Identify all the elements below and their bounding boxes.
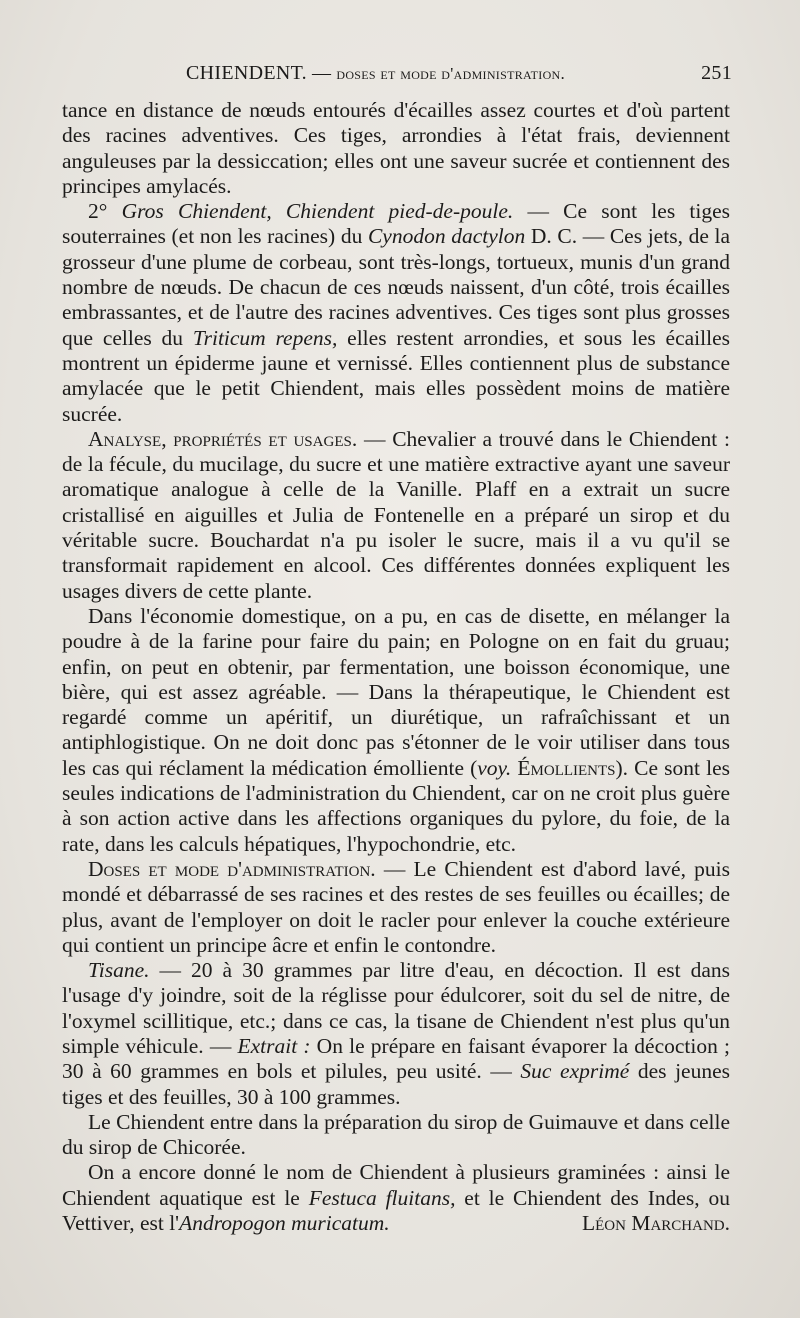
text-segment: Gros Chiendent, Chiendent pied-de-poule.: [121, 199, 514, 224]
page-number: 251: [701, 62, 732, 84]
text-segment: ). Ce sont les seules indications de l'administration du Chiendent, car on ne croit plus guère à son action active dans les affections organiques du pylore, du foie, de la rate, dans les calculs hépatiques, l'hypochondrie, etc.: [62, 755, 730, 856]
text-segment: tance en distance de nœuds entourés d'écailles assez courtes et d'où partent des racines adventives. Ces tiges, arrondies à l'état frais, deviennent anguleuses par la dessiccation; elles ont une saveur sucrée et contiennent des principes amylacés.: [62, 98, 730, 198]
text-segment: — Le Chiendent est d'abord lavé, puis mondé et débarrassé de ses racines et des restes de ses feuilles ou écailles; de plus, avant de l'employer on doit le racler pour enlever la couche extérieure qui contient un principe âcre et enfin le contondre.: [62, 856, 730, 957]
text-segment: Andropogon muricatum.: [179, 1211, 390, 1236]
text-segment: Festuca fluitans,: [308, 1185, 456, 1210]
text-segment: voy.: [477, 755, 512, 780]
body-text: [62, 98, 730, 1236]
text-segment: On a encore donné le nom de Chiendent à plusieurs graminées : ainsi le Chiendent aquatique est le: [62, 1160, 730, 1210]
text-segment: Doses et mode d'administration.: [88, 856, 376, 881]
paragraph-6: [62, 958, 730, 1110]
text-segment: Dans l'économie domestique, on a pu, en cas de disette, en mélanger la poudre à de la farine pour faire du pain; en Pologne on en fait du gruau; enfin, on peut en obtenir, par fermentation, une boisson économique, une bière, qui est assez agréable. — Dans la thérapeutique, le Chiendent est regardé comme un apéritif, un diurétique, un rafraîchissant et un antiphlogistique. On ne doit donc pas s'étonner de le voir utiliser dans tous les cas qui réclament la médication émolliente (: [62, 603, 730, 780]
text-segment: Tisane.: [88, 958, 150, 983]
text-segment: Triticum repens,: [192, 325, 338, 350]
paragraph-3: [62, 427, 730, 604]
text-segment: — Ce sont les tiges souterraines (et non les racines) du: [62, 199, 731, 249]
text-segment: Cynodon dactylon: [367, 224, 526, 249]
paragraph-5: [62, 857, 730, 958]
author-signature: Léon Marchand.: [582, 1211, 730, 1236]
header-subtitle: doses et mode d'administration.: [336, 64, 566, 83]
text-segment: des jeunes tiges et des feuilles, 30 à 100 grammes.: [62, 1059, 730, 1109]
text-segment: Le Chiendent entre dans la préparation du sirop de Guimauve et dans celle du sirop de Chicorée.: [62, 1109, 730, 1160]
paragraph-8: [62, 1160, 730, 1236]
text-segment: — 20 à 30 grammes par litre d'eau, en décoction. Il est dans l'usage d'y joindre, soit de la réglisse pour édulcorer, soit du sel de nitre, de l'oxymel scillitique, etc.; dans ce cas, la tisane de Chiendent n'est plus qu'un simple véhicule. —: [62, 958, 730, 1058]
text-segment: elles restent arrondies, et sous les écailles montrent un épiderme jaune et vernissé. Elles contiennent plus de substance amylacée que le petit Chiendent, mais elles possèdent moins de matière sucrée.: [62, 325, 730, 426]
running-header: [186, 62, 732, 92]
paragraph-4: [62, 604, 730, 857]
text-segment: et le Chiendent des Indes, ou Vettiver, est l': [62, 1185, 730, 1236]
header-dash: —: [306, 63, 337, 84]
text-segment: Suc exprimé: [520, 1059, 630, 1084]
header-title: CHIENDENT.: [186, 62, 307, 84]
text-segment: — Chevalier a trouvé dans le Chiendent : de la fécule, du mucilage, du sucre et une matière extractive ayant une saveur aromatique analogue à celle de la Vanille. Plaff en a extrait un sucre cristallisé en aiguilles et Julia de Fontenelle en a préparé un sirop et du véritable sucre. Bouchardat n'a pu isoler le sucre, mais il a vu qu'il se transformait rapidement en alcool. Ces différentes données expliquent les usages divers de cette plante.: [62, 426, 730, 603]
text-segment: Émollients: [517, 755, 616, 780]
text-segment: 2°: [88, 199, 122, 224]
text-segment: Analyse, propriétés et usages.: [88, 426, 358, 451]
paragraph-7: [62, 1110, 730, 1161]
text-segment: D. C. — Ces jets, de la grosseur d'une plume de corbeau, sont très-longs, tortueux, munis d'un grand nombre de nœuds. De chacun de ces nœuds naissent, d'un côté, trois écailles embrassantes, et de l'autre des racines adventives. Ces tiges sont plus grosses que celles du: [62, 224, 730, 350]
paragraph-1: [62, 98, 730, 199]
header-left: [186, 62, 565, 85]
paragraph-2: [62, 199, 730, 427]
text-segment: Extrait :: [237, 1033, 311, 1058]
text-segment: On le prépare en faisant évaporer la décoction ; 30 à 60 grammes en bols et pilules, peu usité. —: [62, 1033, 731, 1084]
